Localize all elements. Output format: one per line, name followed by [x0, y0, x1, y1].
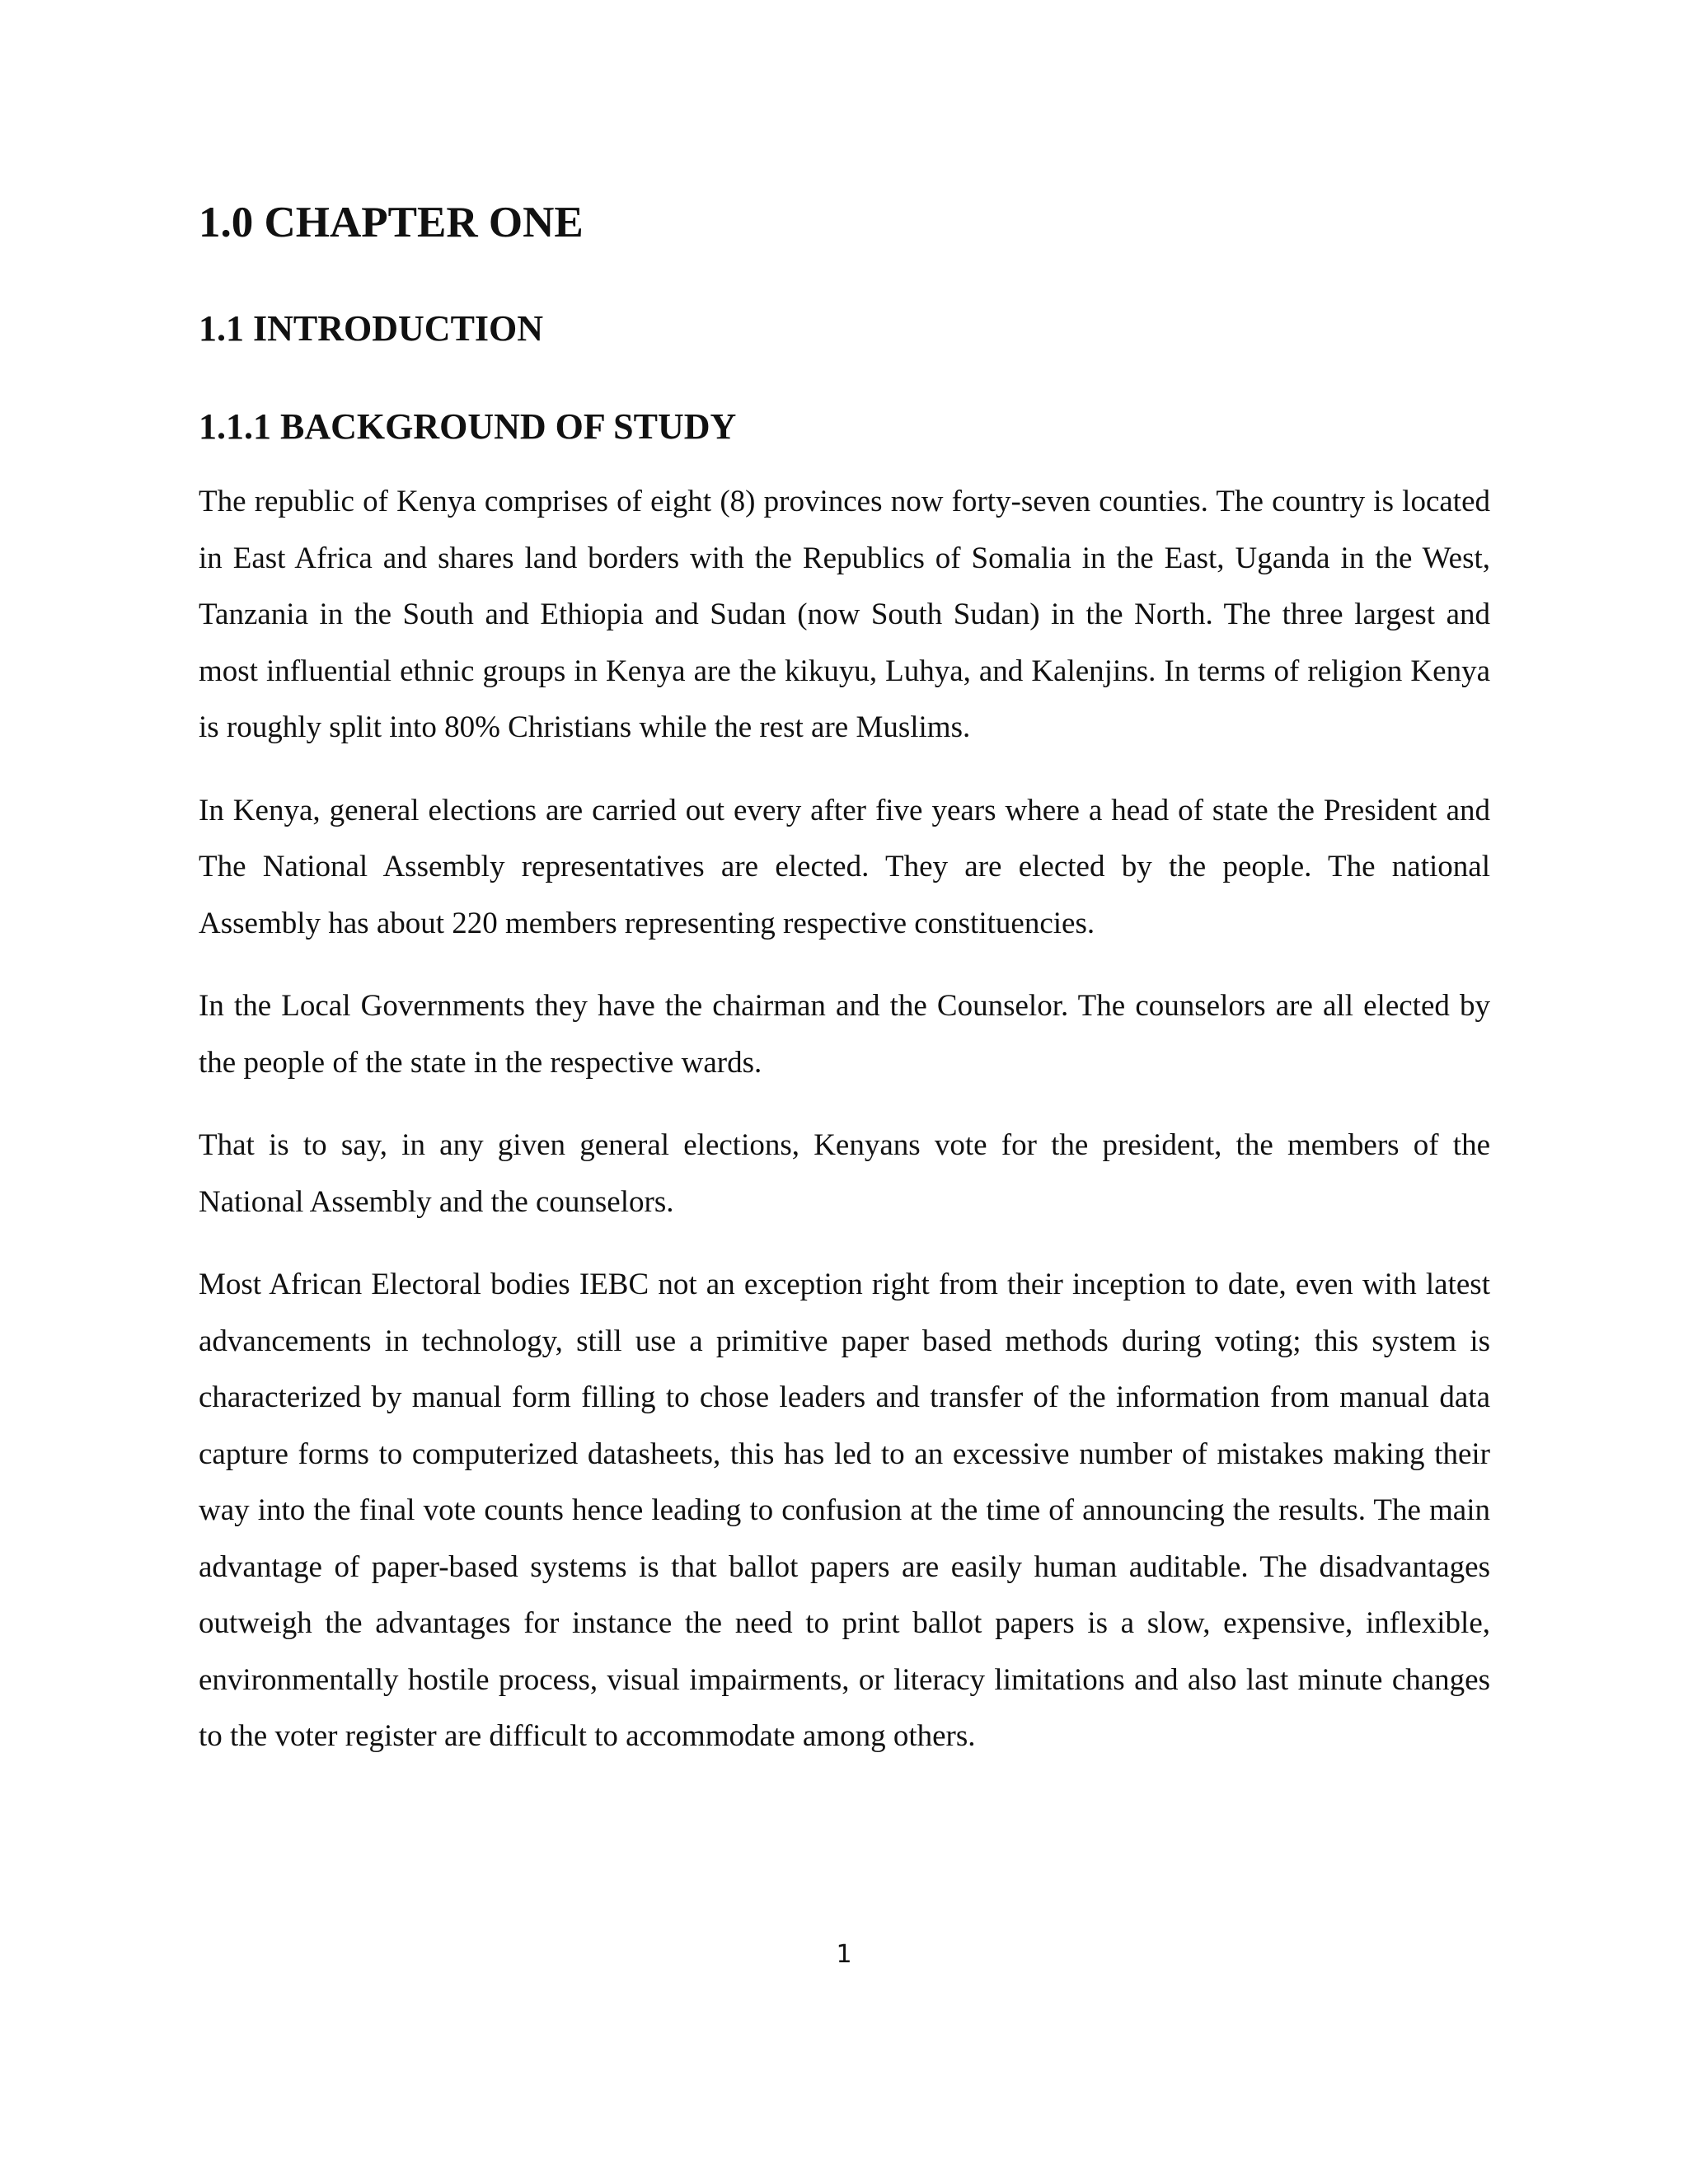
subsection-heading: 1.1.1 BACKGROUND OF STUDY — [199, 406, 737, 447]
paragraph-paper-based-voting: Most African Electoral bodies IEBC not an exception right from their inception to date, even with latest advancements in technology, still use a primitive paper based methods during voting; this system is characterized by manual form filling to chose leaders and transfer of the information from manual data capture forms to computerized datasheets, this has led to an excessive number of mistakes making their way into the final vote counts hence leading to confusion at the time of announcing the results. The main advantage of paper-based systems is that ballot papers are easily human auditable. The disadvantages outweigh the advantages for instance the need to print ballot papers is a slow, expensive, inflexible, environmentally hostile process, visual impairments, or literacy limitations and also last minute changes to the voter register are difficult to accommodate among others. — [199, 1268, 1490, 1753]
section-heading: 1.1 INTRODUCTION — [199, 308, 544, 349]
paragraph-general-elections: In Kenya, general elections are carried out every after five years where a head of state the President and The National Assembly representatives are elected. They are elected by the people. The national Assembly has about 220 members representing respective constituencies. — [199, 793, 1490, 940]
paragraph-voting-summary: That is to say, in any given general elections, Kenyans vote for the president, the members of the National Assembly and the counselors. — [199, 1128, 1490, 1219]
paragraph-local-governments: In the Local Governments they have the chairman and the Counselor. The counselors are all elected by the people of the state in the respective wards. — [199, 989, 1490, 1080]
page-number: 1 — [836, 1940, 852, 1969]
chapter-heading: 1.0 CHAPTER ONE — [199, 199, 584, 246]
paragraph-kenya-overview: The republic of Kenya comprises of eight (8) provinces now forty-seven counties. The country is located in East Africa and shares land borders with the Republics of Somalia in the East, Uganda in the West, Tanzania in the South and Ethiopia and Sudan (now South Sudan) in the North. The three largest and most influential ethnic groups in Kenya are the kikuyu, Luhya, and Kalenjins. In terms of religion Kenya is roughly split into 80% Christians while the rest are Muslims. — [199, 485, 1490, 744]
body-text — [199, 474, 1490, 1765]
